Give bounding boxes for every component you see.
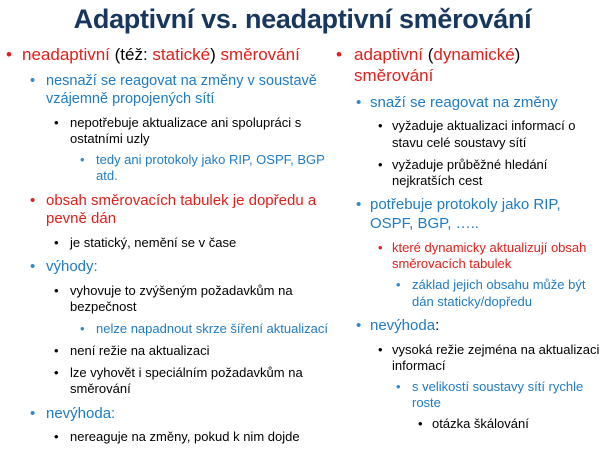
- left-column: [4, 38, 334, 446]
- heading-text: (: [423, 45, 434, 64]
- bullet: •: [54, 283, 59, 298]
- bullet: •: [30, 191, 36, 209]
- bullet-text: nevýhoda:: [46, 404, 116, 422]
- bullet-text: s velikostí soustavy sítí rychle roste: [412, 379, 584, 411]
- bullet-text: je statický, nemění se v čase: [70, 235, 237, 250]
- bullet-text: nevýhoda: [370, 316, 436, 334]
- bullet: •: [378, 341, 383, 357]
- bullet: •: [336, 45, 342, 64]
- bullet: •: [54, 342, 59, 358]
- bullet-text: nereaguje na změny, pokud k nim dojde: [70, 429, 300, 445]
- bullet-text: obsah směrovacích tabulek je dopředu a pevně dán: [46, 191, 317, 228]
- bullet-item: [4, 321, 334, 337]
- bullet-item: [4, 258, 334, 277]
- bullet-text: vyžaduje aktualizaci informací o stavu celé soustavy sítí: [392, 118, 576, 150]
- bullet: •: [396, 379, 401, 394]
- bullet-text: vyhovuje to zvýšeným požadavkům na bezpečnost: [70, 283, 293, 315]
- bullet-item: [4, 343, 334, 359]
- heading-term: směrování: [220, 45, 300, 64]
- bullet-text: tedy ani protokoly jako RIP, OSPF, BGP atd.: [96, 152, 325, 184]
- bullet-text: :: [435, 316, 440, 334]
- bullet-text: potřebuje protokoly jako RIP, OSPF, BGP, …..: [370, 196, 561, 232]
- bullet-text: základ jejich obsahu může být dán staticky/dopředu: [412, 277, 586, 309]
- bullet-item: [4, 365, 334, 398]
- left-heading: [4, 44, 334, 65]
- bullet-item: [334, 317, 602, 336]
- heading-term: směrování: [354, 66, 434, 86]
- bullet: •: [378, 118, 383, 134]
- bullet-item: [334, 240, 602, 273]
- bullet-item: [334, 118, 602, 151]
- bullet: •: [54, 429, 59, 445]
- right-heading: [334, 44, 602, 87]
- heading-text: ): [514, 45, 521, 64]
- bullet-item: [4, 192, 334, 230]
- bullet: •: [54, 235, 59, 250]
- bullet-text: nepotřebuje aktualizace ani spolupráci s ostatními uzly: [70, 114, 302, 146]
- bullet-item: [334, 416, 602, 432]
- bullet: •: [54, 365, 59, 380]
- bullet: •: [378, 239, 383, 255]
- bullet-item: [334, 379, 602, 412]
- bullet-item: [4, 235, 334, 251]
- bullet-text: otázka škálování: [432, 415, 529, 431]
- bullet: •: [30, 258, 36, 276]
- bullet-item: [334, 157, 602, 190]
- bullet-item: [4, 283, 334, 316]
- bullet-text: které dynamicky aktualizují obsah směrovacích tabulek: [392, 239, 587, 271]
- heading-text: ): [210, 45, 221, 64]
- right-column: [334, 38, 602, 432]
- bullet-item: [4, 72, 334, 108]
- bullet-item: [4, 405, 334, 424]
- bullet: •: [356, 316, 362, 334]
- heading-text: (též:: [109, 45, 153, 64]
- bullet-text: snaží se reagovat na změny: [370, 93, 558, 111]
- bullet-text: není režie na aktualizaci: [70, 342, 210, 358]
- heading-term: neadaptivní: [22, 45, 110, 64]
- bullet-item: [4, 152, 334, 185]
- bullet-text: nesnaží se reagovat na změny v soustavě vzájemně propojených sítí: [46, 73, 317, 108]
- bullet: •: [80, 152, 85, 167]
- bullet: •: [378, 156, 383, 172]
- bullet: •: [396, 277, 401, 293]
- bullet: •: [418, 415, 423, 431]
- bullet-text: výhody:: [46, 258, 98, 276]
- bullet-text: nelze napadnout skrze šíření aktualizací: [96, 320, 328, 336]
- bullet: •: [30, 404, 36, 422]
- heading-term: adaptivní: [354, 45, 423, 64]
- heading-term: statické: [152, 45, 211, 64]
- bullet: •: [30, 73, 36, 90]
- bullet-text: lze vyhovět i speciálním požadavkům na směrování: [70, 365, 303, 397]
- bullet-item: [4, 429, 334, 445]
- bullet: •: [80, 320, 85, 336]
- bullet-item: [334, 342, 602, 375]
- slide-title: Adaptivní vs. neadaptivní směrování: [73, 4, 532, 34]
- bullet-text: vyžaduje průběžné hledání nejkratších cest: [392, 156, 548, 188]
- bullet-text: vysoká režie zejména na aktualizaci informací: [392, 341, 600, 373]
- bullet-item: [334, 196, 602, 234]
- bullet-item: [4, 115, 334, 148]
- bullet: •: [54, 114, 59, 130]
- bullet-item: [334, 277, 602, 310]
- bullet: •: [356, 93, 362, 111]
- bullet: •: [6, 45, 12, 64]
- bullet: •: [356, 196, 362, 214]
- bullet-item: [334, 94, 602, 113]
- heading-term: dynamické: [433, 45, 515, 64]
